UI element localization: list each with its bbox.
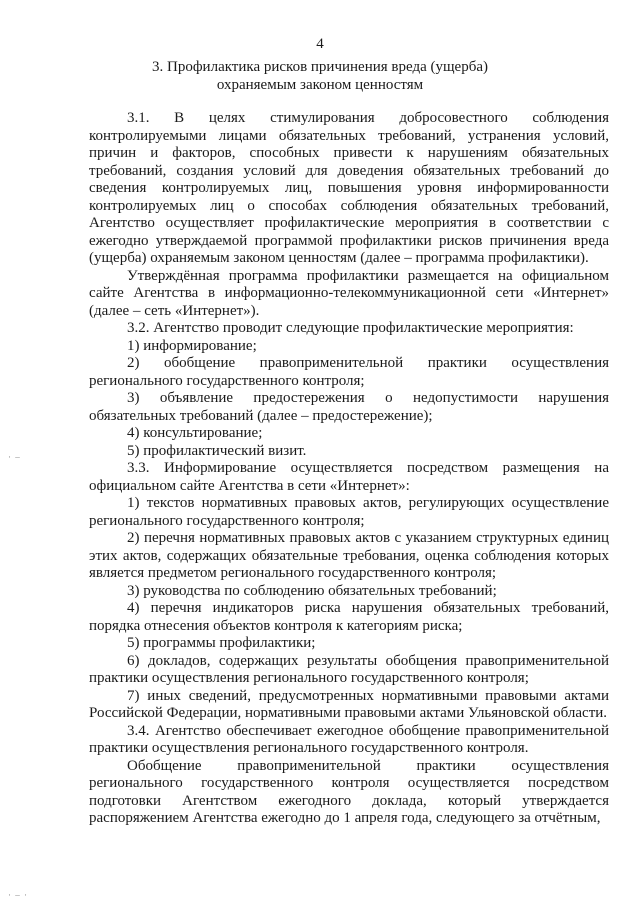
list-item: 6) докладов, содержащих результаты обобщения правоприменительной практики осуществления регионального государственного контроля; [89,652,609,686]
list-item: 4) перечня индикаторов риска нарушения обязательных требований, порядка отнесения объектов контроля к категориям риска; [89,600,609,634]
list-item: 3) руководства по соблюдению обязательных требований; [127,582,497,599]
paragraph-3-1: 3.1. В целях стимулирования добросовестного соблюдения контролируемыми лицами обязательных требований, устранения условий, причин и факторов, способных привести к нарушениям обязательных требований, создания условий для доведения обязательных требований до сведения контролируемых лиц, повышения уровня информированности контролируемых лиц о способах соблюдения обязательных требований, Агентство осуществляет профилактические мероприятия в соответствии с ежегодно утверждаемой программой профилактики рисков причинения вреда (ущерба) охраняемым законом ценностям (далее – программа профилактики). [89,110,609,266]
list-item: 1) информирование; [127,337,257,354]
list-item: 5) программы профилактики; [127,635,316,651]
list-item: 4) консультирование; [127,425,263,441]
section-heading-line-1: 3. Профилактика рисков причинения вреда (ущерба) [152,59,488,75]
margin-mark: · – · [8,890,28,900]
document-body [89,110,609,828]
margin-mark: · – [8,452,21,462]
paragraph-generalization: Обобщение правоприменительной практики осуществления регионального государственного контроля осуществляется посредством подготовки Агентством ежегодного доклада, который утверждается распоряжением Агентства ежегодно до 1 апреля года, следующего за отчётным, [89,757,609,826]
list-item: 5) профилактический визит. [127,442,307,459]
page-number: 4 [316,36,324,52]
list-item: 2) обобщение правоприменительной практики осуществления регионального государственного контроля; [89,355,609,389]
paragraph-3-4: 3.4. Агентство обеспечивает ежегодное обобщение правоприменительной практики осуществления регионального государственного контроля. [89,722,609,756]
section-heading-line-2: охраняемым законом ценностям [216,76,424,93]
paragraph-3-2: 3.2. Агентство проводит следующие профилактические мероприятия: [127,320,574,336]
section-heading [0,59,640,94]
list-item: 3) объявление предостережения о недопустимости нарушения обязательных требований (далее – предостережение); [89,390,609,424]
paragraph-program-publication: Утверждённая программа профилактики размещается на официальном сайте Агентства в информационно-телекоммуникационной сети «Интернет» (далее – сеть «Интернет»). [89,267,609,319]
list-item: 7) иных сведений, предусмотренных нормативными правовыми актами Российской Федерации, нормативными правовыми актами Ульяновской области. [89,687,609,721]
list-item: 1) текстов нормативных правовых актов, регулирующих осуществление регионального государственного контроля; [89,495,609,529]
paragraph-3-3: 3.3. Информирование осуществляется посредством размещения на официальном сайте Агентства в сети «Интернет»: [89,460,609,494]
list-item: 2) перечня нормативных правовых актов с указанием структурных единиц этих актов, содержащих обязательные требования, оценка соблюдения которых является предметом регионального государственного контроля; [89,530,609,581]
